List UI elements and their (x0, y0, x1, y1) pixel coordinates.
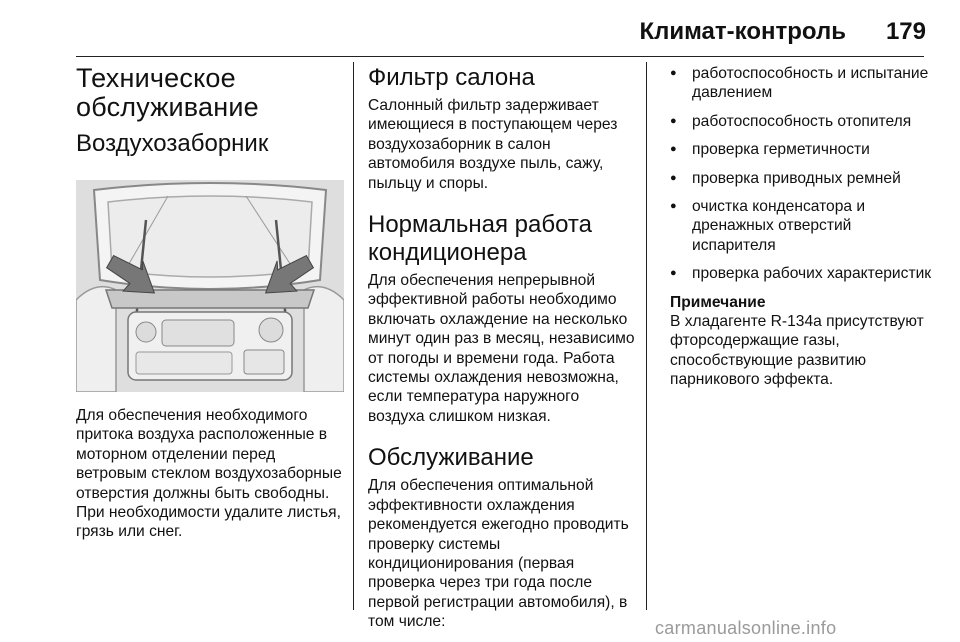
engine-compartment-illustration-icon (76, 180, 344, 392)
note-text: В хладагенте R-134a присутствуют фторсодержащие газы, способствующие развитию парникового эффекта. (670, 313, 924, 389)
chapter-heading: Техническое обслуживание (76, 63, 259, 122)
watermark: carmanualsonline.info (655, 618, 837, 638)
header-title: Климат-контроль (639, 18, 846, 45)
list-item: ● работоспособность и испытание давлением (670, 64, 932, 103)
service-text: Для обеспечения оптимальной эффективности охлаждения рекомендуется ежегодно проводить проверку системы кондиционирования (первая проверка через три года после первой регистрации автомобиля), в том числе: (368, 477, 629, 631)
page-header (620, 18, 926, 54)
list-item: ● очистка конденсатора и дренажных отверстий испарителя (670, 197, 932, 255)
air-intake-text: Для обеспечения необходимого притока воздуха расположенные в моторном отделении перед ветровым стеклом воздухозаборные отверстия должны быть свободны. При необходимости удалите листья, грязь или снег. (76, 407, 342, 541)
engine-compartment-figure (76, 180, 344, 392)
header-rule (76, 56, 924, 57)
column-3 (670, 64, 932, 390)
list-item: ● работоспособность отопителя (670, 112, 932, 131)
page-number: 179 (885, 18, 926, 45)
normal-operation-text: Для обеспечения непрерывной эффективной работы необходимо включать охлаждение на несколько минут один раз в месяц, независимо от погоды и времени года. Работа системы охлаждения невозможна, если температура наружного воздуха слишком низкая. (368, 272, 635, 425)
column-1 (76, 64, 346, 542)
list-item: ● проверка рабочих характеристик (670, 264, 932, 283)
section-heading-service: Обслуживание (368, 444, 534, 472)
list-item: ● проверка приводных ремней (670, 169, 932, 188)
service-checklist (670, 64, 932, 284)
column-divider-1 (353, 62, 354, 610)
cabin-filter-text: Салонный фильтр задерживает имеющиеся в поступающем через воздухозаборник в салон автомобиля воздухе пыль, сажу, пыльцу и споры. (368, 97, 618, 192)
column-divider-2 (646, 62, 647, 610)
section-heading-normal-operation: Нормальная работа кондиционера (368, 211, 592, 267)
note-title: Примечание (670, 293, 766, 311)
list-item: ● проверка герметичности (670, 140, 932, 159)
section-heading-cabin-filter: Фильтр салона (368, 64, 535, 91)
column-2 (368, 64, 636, 632)
section-heading-air-intake: Воздухозаборник (76, 130, 269, 157)
